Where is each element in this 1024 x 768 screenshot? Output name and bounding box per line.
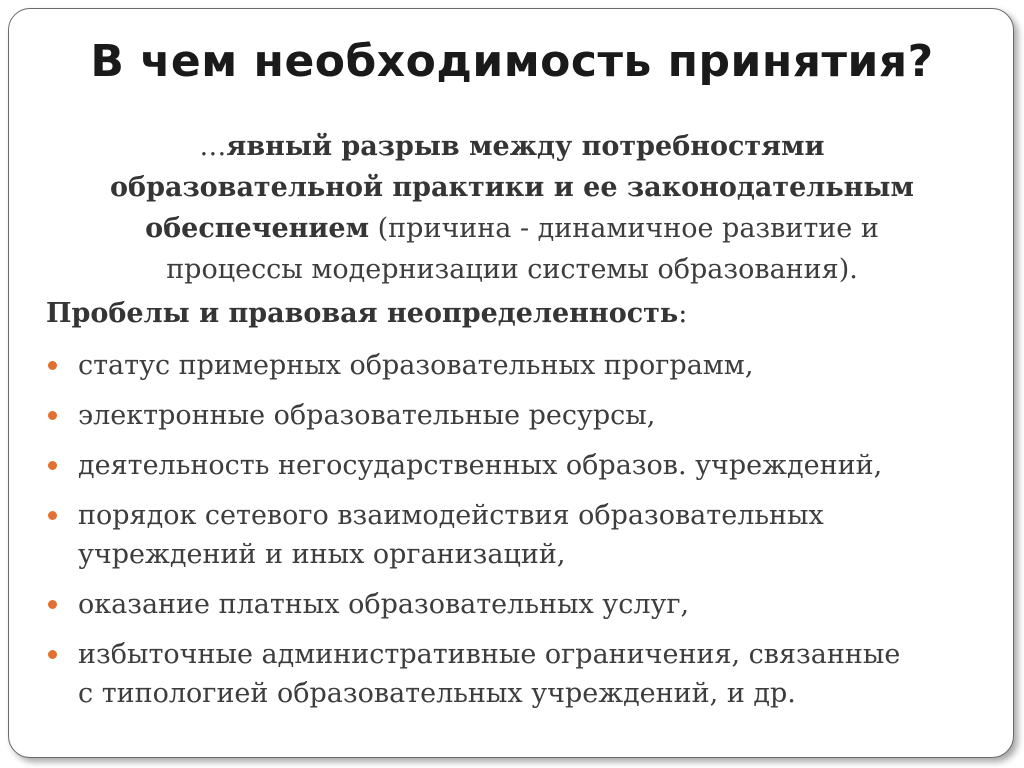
intro-normal-line-2: процессы модернизации системы образования). (166, 254, 858, 285)
list-item (46, 346, 994, 385)
bullet-dot-icon (48, 650, 57, 659)
gaps-list (46, 346, 994, 724)
bullet-dot-icon (48, 600, 57, 609)
list-item (46, 585, 994, 624)
list-item (46, 496, 994, 574)
list-item-text: электронные образовательные ресурсы, (78, 400, 656, 431)
list-item-text: деятельность негосударственных образов. учреждений, (78, 450, 883, 481)
list-item-text: оказание платных образовательных услуг, (78, 589, 690, 620)
intro-bold-line-1: явный разрыв между потребностями (226, 131, 825, 162)
list-item-text-continued: учреждений и иных организаций, (78, 539, 566, 570)
intro-ellipsis: … (199, 131, 227, 162)
intro-bold-line-3: обеспечением (145, 213, 370, 244)
list-item (46, 396, 994, 435)
list-item (46, 446, 994, 485)
bullet-dot-icon (48, 511, 57, 520)
bullet-dot-icon (48, 411, 57, 420)
list-item-text: порядок сетевого взаимодействия образовательных (78, 500, 824, 531)
slide-title: В чем необходимость принятия? (90, 36, 934, 87)
list-item-text: статус примерных образовательных программ, (78, 350, 754, 381)
list-item (46, 635, 994, 713)
intro-normal-line-1: (причина - динамичное развитие и (369, 213, 879, 244)
gaps-subheading-text: Пробелы и правовая неопределенность (46, 298, 679, 329)
bullet-dot-icon (48, 361, 57, 370)
list-item-text-continued: с типологией образовательных учреждений, и др. (78, 678, 796, 709)
gaps-subheading-colon: : (678, 298, 688, 329)
bullet-dot-icon (48, 461, 57, 470)
list-item-text: избыточные административные ограничения, связанные (78, 639, 901, 670)
intro-bold-line-2: образовательной практики и ее законодательным (110, 172, 914, 203)
intro-paragraph (80, 126, 944, 290)
gaps-subheading (46, 298, 687, 329)
